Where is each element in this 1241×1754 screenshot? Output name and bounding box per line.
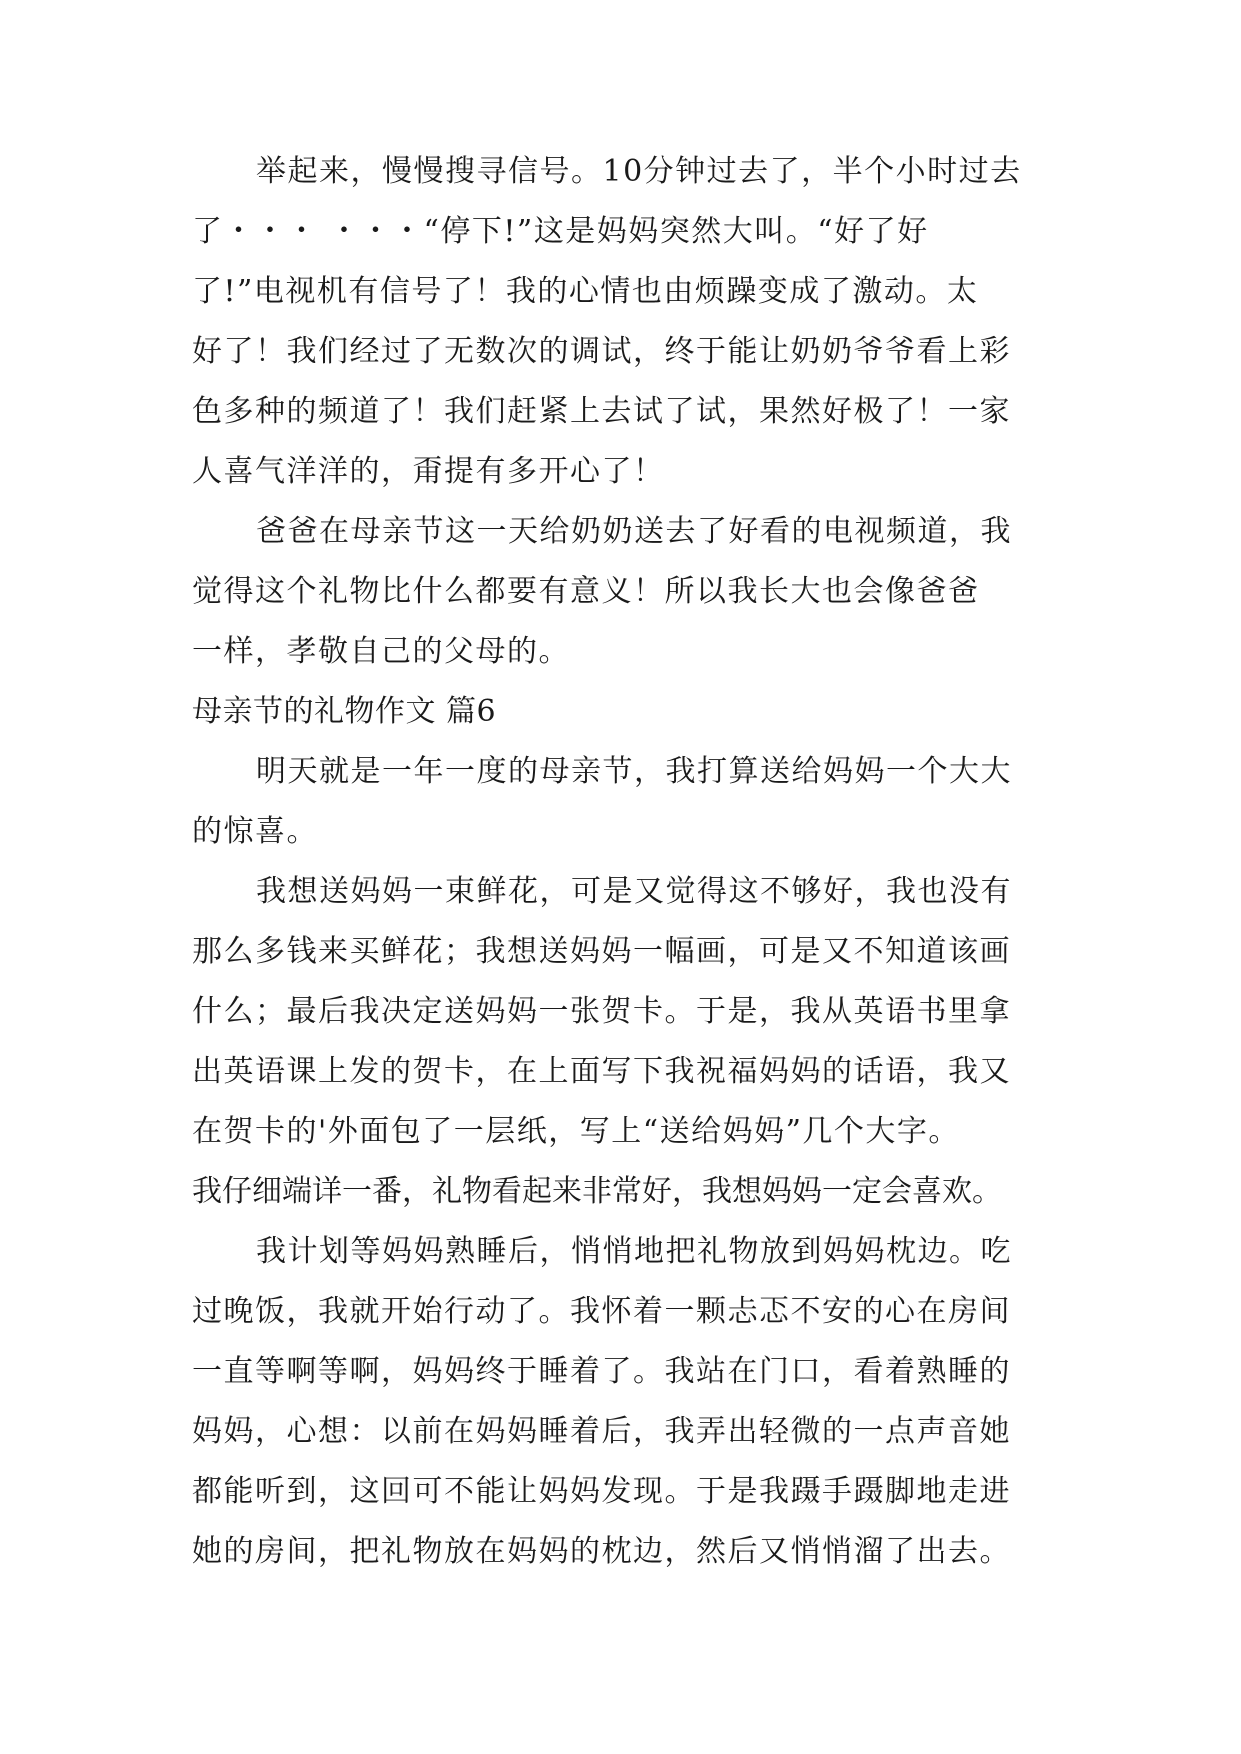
text-line: 了!”电视机有信号了！我的心情也由烦躁变成了激动。太: [192, 274, 979, 309]
text-line: 在贺卡的'外面包了一层纸，写上“送给妈妈”几个大字。: [192, 1114, 960, 1149]
text-line: 了・・・ ・・・“停下!”这是妈妈突然大叫。“好了好: [192, 214, 929, 249]
text-line: 色多种的频道了！我们赶紧上去试了试，果然好极了！一家: [192, 394, 1011, 429]
text-line: 什么；最后我决定送妈妈一张贺卡。于是，我从英语书里拿: [192, 994, 1011, 1029]
text-line: 都能听到，这回可不能让妈妈发现。于是我蹑手蹑脚地走进: [192, 1474, 1011, 1509]
text-line: 觉得这个礼物比什么都要有意义！所以我长大也会像爸爸: [192, 574, 980, 609]
text-line: 明天就是一年一度的母亲节，我打算送给妈妈一个大大: [256, 754, 1012, 789]
text-line: 的惊喜。: [192, 814, 318, 849]
text-line: 那么多钱来买鲜花；我想送妈妈一幅画，可是又不知道该画: [192, 934, 1011, 969]
text-line: 出英语课上发的贺卡，在上面写下我祝福妈妈的话语，我又: [192, 1054, 1011, 1089]
text-line: 爸爸在母亲节这一天给奶奶送去了好看的电视频道，我: [256, 514, 1012, 549]
text-line: 人喜气洋洋的，甭提有多开心了！: [192, 454, 665, 489]
text-line: 好了！我们经过了无数次的调试，终于能让奶奶爷爷看上彩: [192, 334, 1011, 369]
text-line: 她的房间，把礼物放在妈妈的枕边，然后又悄悄溜了出去。: [192, 1534, 1011, 1569]
section-heading: 母亲节的礼物作文 篇6: [192, 694, 497, 729]
text-line: 一样，孝敬自己的父母的。: [192, 634, 570, 669]
text-line: 举起来，慢慢搜寻信号。10分钟过去了，半个小时过去: [256, 154, 1022, 189]
text-line: 一直等啊等啊，妈妈终于睡着了。我站在门口，看着熟睡的: [192, 1354, 1011, 1389]
text-line: 妈妈，心想：以前在妈妈睡着后，我弄出轻微的一点声音她: [192, 1414, 1011, 1449]
text-line: 我想送妈妈一束鲜花，可是又觉得这不够好，我也没有: [256, 874, 1012, 909]
text-line: 过晚饭，我就开始行动了。我怀着一颗忐忑不安的心在房间: [192, 1294, 1011, 1329]
text-line: 我计划等妈妈熟睡后，悄悄地把礼物放到妈妈枕边。吃: [256, 1234, 1012, 1269]
text-line: 我仔细端详一番，礼物看起来非常好，我想妈妈一定会喜欢。: [192, 1174, 1002, 1209]
